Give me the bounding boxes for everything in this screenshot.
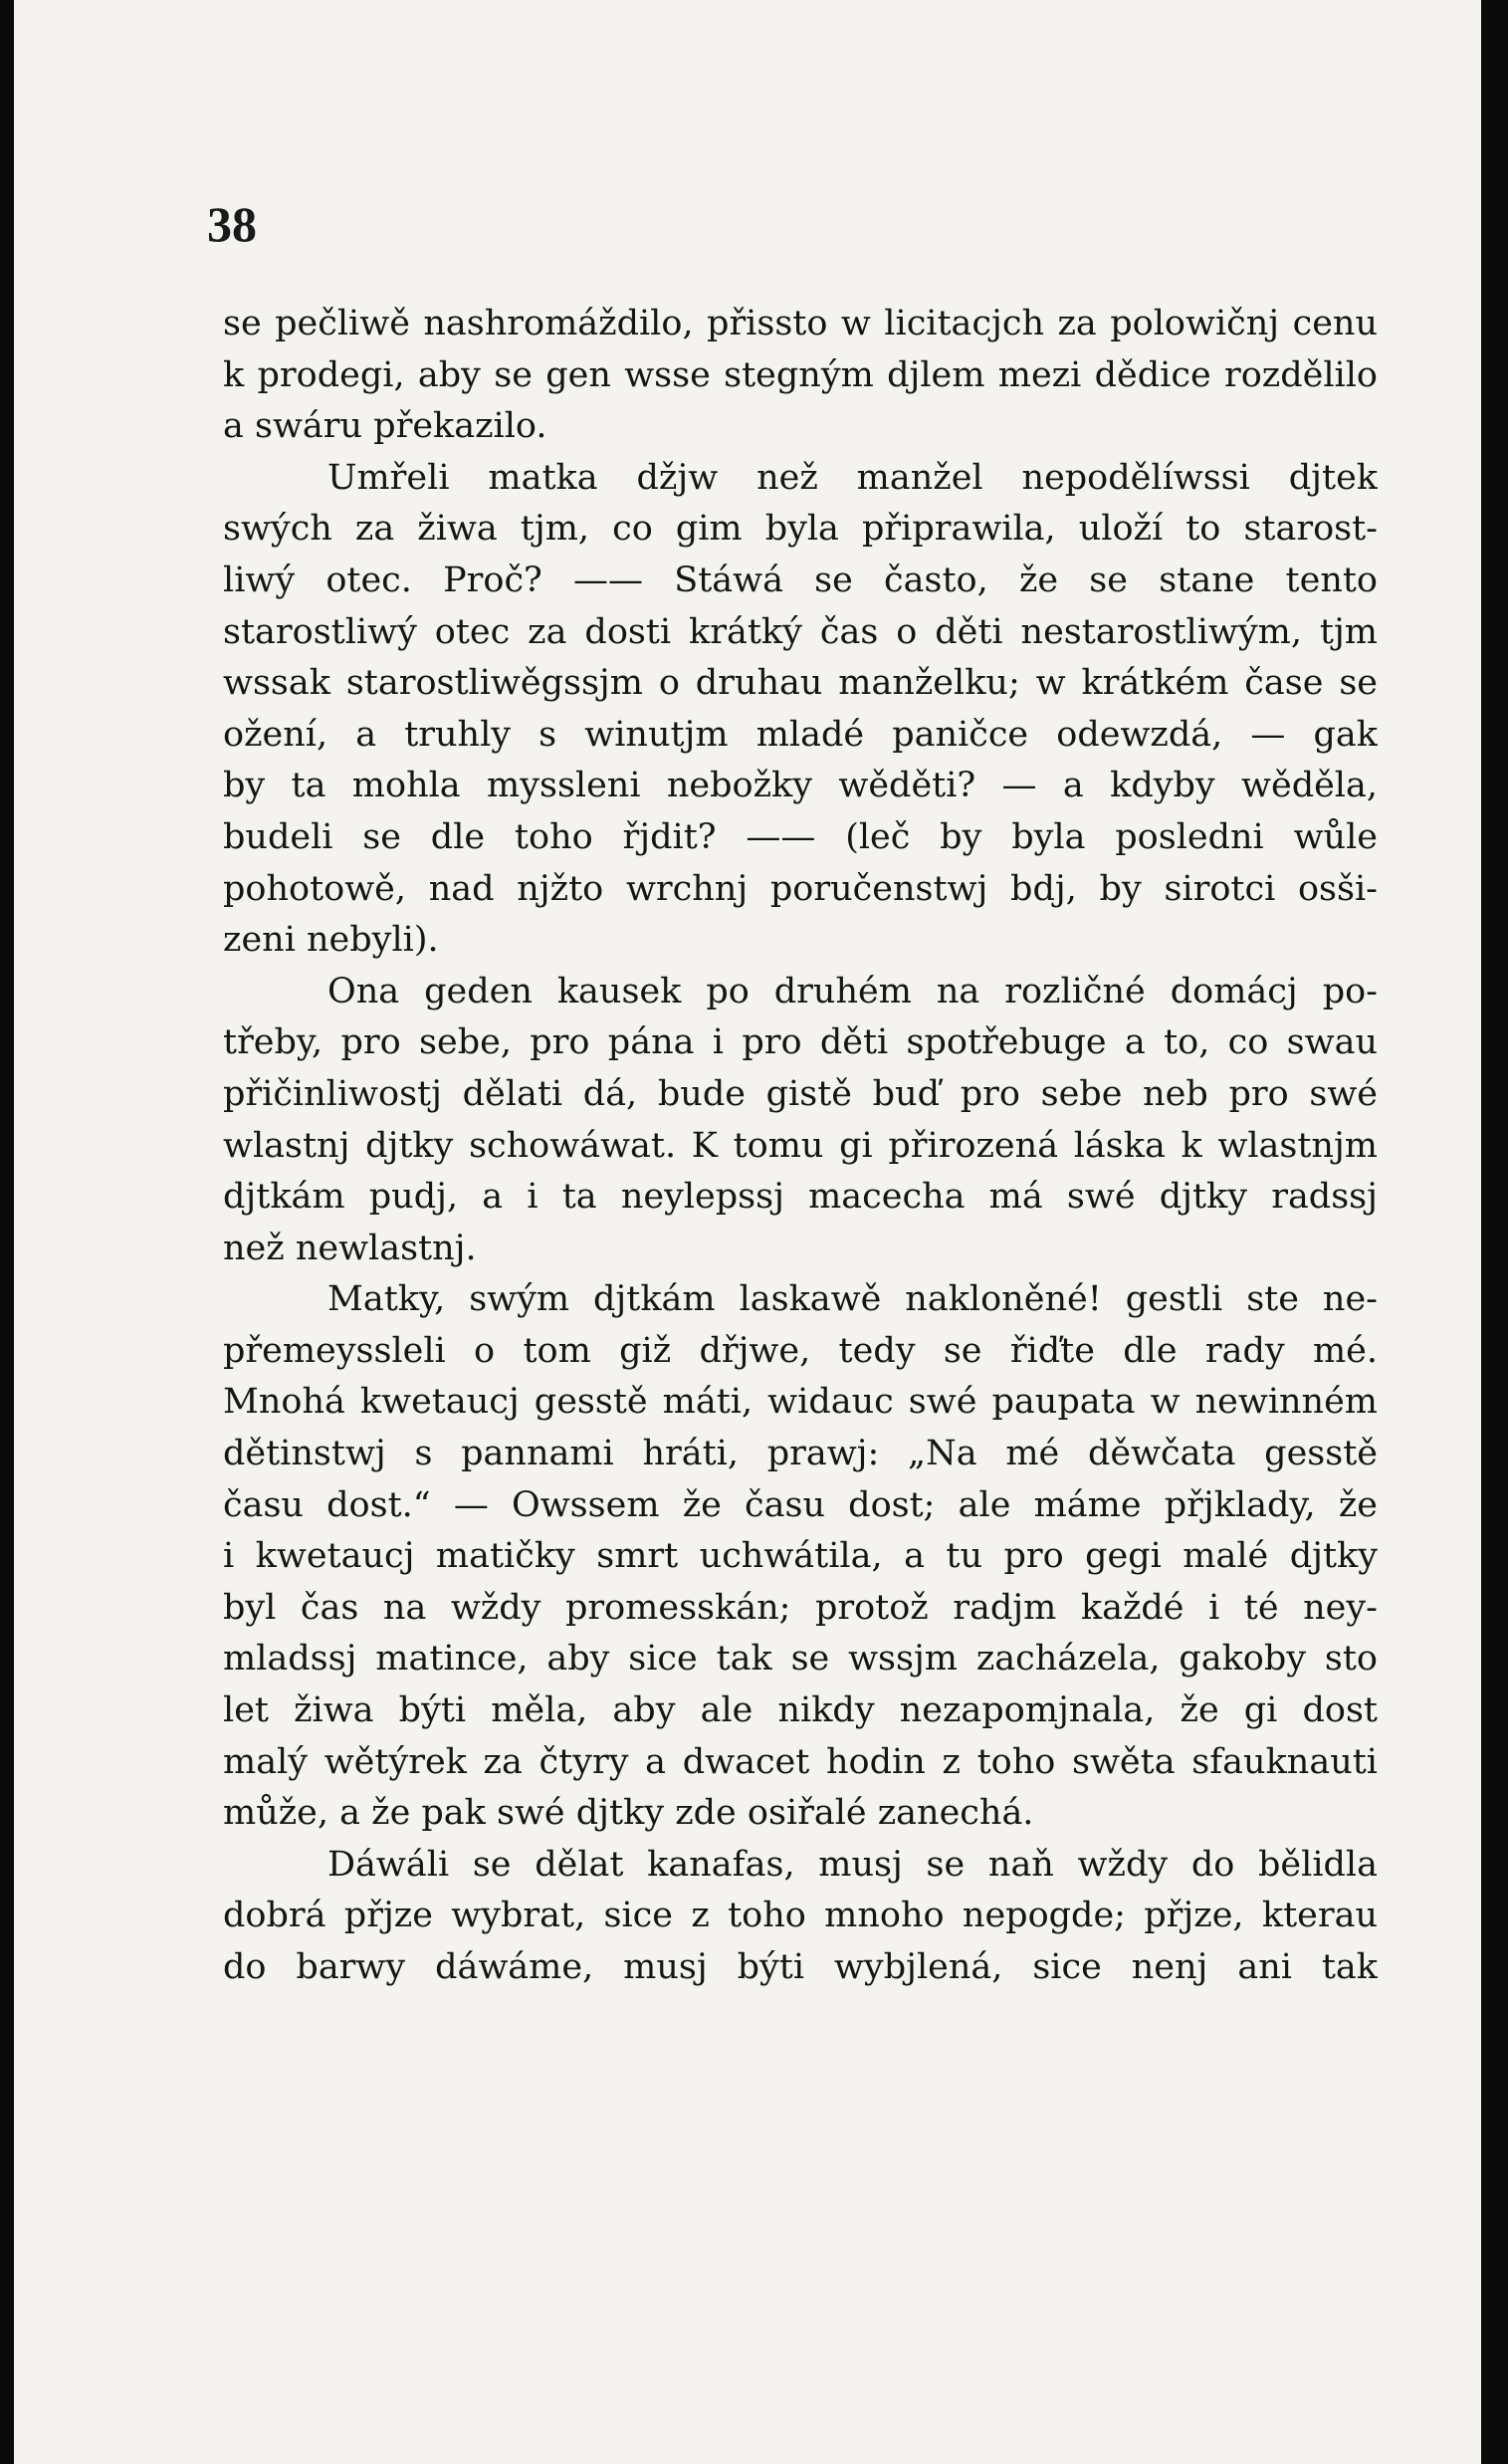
text-line: Umřeli matka džjw než manžel nepodělíwssi djtek: [327, 457, 1378, 498]
text-line: Mnohá kwetaucj gesstě máti, widauc swé paupata w newinném: [223, 1382, 1378, 1423]
text-line: by ta mohla myssleni nebožky wěděti? — a kdyby wěděla,: [223, 766, 1378, 806]
text-line: přemeyssleli o tom giž dřjwe, tedy se řiďte dle rady mé.: [223, 1330, 1378, 1371]
text-line: než newlastnj.: [223, 1228, 477, 1268]
text-line: času dost.“ — Owssem že času dost; ale máme přjklady, že: [223, 1484, 1378, 1525]
text-line: přičinliwostj dělati dá, bude gistě buď pro sebe neb pro swé: [223, 1073, 1378, 1114]
text-line: swých za žiwa tjm, co gim byla připrawila, uloží to starost-: [223, 509, 1378, 550]
text-line: dobrá přjze wybrat, sice z toho mnoho nepogde; přjze, kterau: [223, 1896, 1378, 1936]
body-text: [223, 299, 1378, 1994]
text-line: dětinstwj s pannami hráti, prawj: „Na mé děwčata gesstě: [223, 1434, 1378, 1474]
text-line: do barwy dáwáme, musj býti wybjlená, sice nenj ani tak: [223, 1947, 1378, 1987]
text-line: byl čas na wždy promesskán; protož radjm každé i té ney-: [223, 1587, 1378, 1628]
text-line: i kwetaucj matičky smrt uchwátila, a tu pro gegi malé djtky: [223, 1536, 1378, 1577]
text-line: třeby, pro sebe, pro pána i pro děti spotřebuge a to, co swau: [223, 1022, 1378, 1063]
text-line: zeni nebyli).: [223, 920, 439, 961]
text-line: liwý otec. Proč? —— Stáwá se často, že se stane tento: [223, 560, 1378, 600]
text-line: djtkám pudj, a i ta neylepssj macecha má swé djtky radssj: [223, 1177, 1378, 1218]
text-line: pohotowě, nad njžto wrchnj poručenstwj bdj, by sirotci osši-: [223, 868, 1378, 909]
page-number: 38: [207, 196, 257, 252]
text-line: Matky, swým djtkám laskawě nakloněné! gestli ste ne-: [327, 1279, 1378, 1320]
text-line: wssak starostliwěgssjm o druhau manželku; w krátkém čase se: [223, 663, 1378, 704]
text-line: wlastnj djtky schowáwat. K tomu gi přirozená láska k wlastnjm: [223, 1125, 1378, 1166]
text-line: malý wětýrek za čtyry a dwacet hodin z toho swěta sfauknauti: [223, 1741, 1378, 1782]
text-line: Dáwáli se dělat kanafas, musj se naň wždy do bělidla: [327, 1844, 1378, 1885]
text-line: Ona geden kausek po druhém na rozličné domácj po-: [327, 971, 1378, 1011]
text-line: let žiwa býti měla, aby ale nikdy nezapomjnala, že gi dost: [223, 1690, 1378, 1731]
text-line: ožení, a truhly s winutjm mladé paničce odewzdá, — gak: [223, 714, 1378, 755]
text-line: k prodegi, aby se gen wsse stegným djlem mezi dědice rozdělilo: [223, 354, 1378, 395]
text-line: může, a že pak swé djtky zde osiřalé zanechá.: [223, 1793, 1034, 1834]
text-line: budeli se dle toho řjdit? —— (leč by byla posledni wůle: [223, 816, 1378, 857]
text-line: starostliwý otec za dosti krátký čas o děti nestarostliwým, tjm: [223, 611, 1378, 652]
text-line: se pečliwě nashromáždilo, přissto w licitacjch za polowičnj cenu: [223, 304, 1378, 343]
text-line: mladssj matince, aby sice tak se wssjm zacházela, gakoby sto: [223, 1639, 1378, 1680]
text-line: a swáru překazilo.: [223, 406, 547, 447]
book-page: [14, 0, 1481, 2464]
